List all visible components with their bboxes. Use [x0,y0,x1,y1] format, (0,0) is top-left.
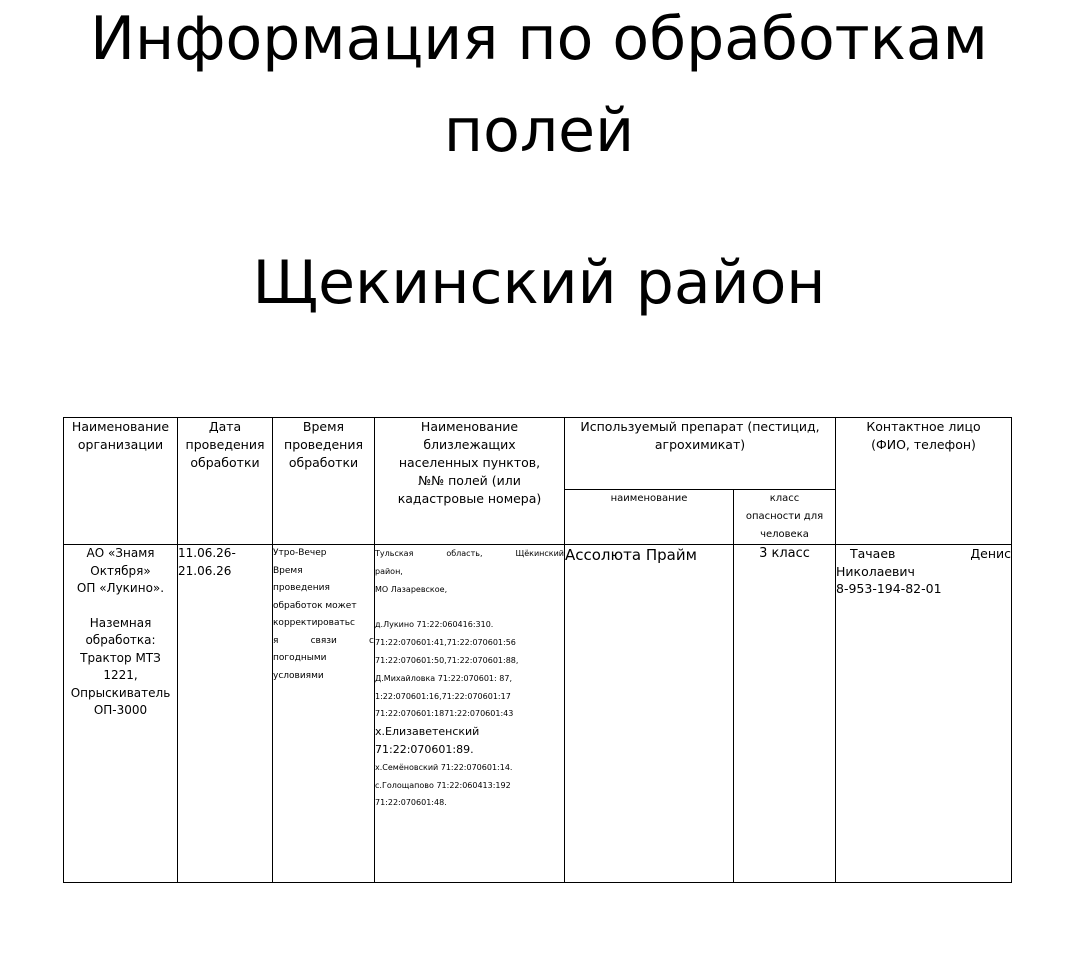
header-contact: Контактное лицо (ФИО, телефон) [836,418,1012,545]
page-title-line-1: Информация по обработкам [90,4,988,74]
cell-places: Тульская область, Щёкинский район, МО Лазаревское, д.Лукино 71:22:060416:310. 71:22:070601:41,71:22:070601:56 71:22:070601:50,71:22:070601:88, Д.Михайловка 71:22:070601: 87, 1:22:070601:16,71:22:070601:17 71:22:070601:1871:22:070601:43 х.Елизаветенский 71:22:070601:89. х.Семёновский 71:22:070601:14. с.Голощапово 71:22:060413:192 71:22:070601:48. [375,545,565,883]
header-prep-class: класс опасности для человека [734,490,836,545]
header-organization: Наименование организации [64,418,178,545]
contact-surname: Тачаев [850,546,896,561]
cell-date: 11.06.26- 21.06.26 [178,545,273,883]
contact-name [836,545,1011,563]
header-time: Время проведения обработки [273,418,375,545]
header-prep-name: наименование [565,490,734,545]
treatment-table [63,417,1012,883]
district-title: Щекинский район [252,248,826,318]
cell-contact [836,545,1012,883]
table-row [64,545,1012,883]
cell-organization: АО «Знамя Октября» ОП «Лукино». Наземная обработка: Трактор МТЗ 1221, Опрыскиватель ОП-3000 [64,545,178,883]
page-title-line-2: полей [443,96,635,166]
cell-prep-name: Ассолюта Прайм [565,545,734,883]
cell-time: Утро-Вечер Время проведения обработок может корректироватьс я связи с погодными условиями [273,545,375,883]
contact-phone: 8-953-194-82-01 [836,581,942,596]
header-date: Дата проведения обработки [178,418,273,545]
header-places: Наименование близлежащих населенных пунктов, №№ полей (или кадастровые номера) [375,418,565,545]
contact-patronymic: Николаевич [836,563,915,579]
header-preparation: Используемый препарат (пестицид, агрохимикат) [565,418,836,490]
cell-prep-class: 3 класс [734,545,836,883]
contact-first-name: Денис [970,546,1011,561]
